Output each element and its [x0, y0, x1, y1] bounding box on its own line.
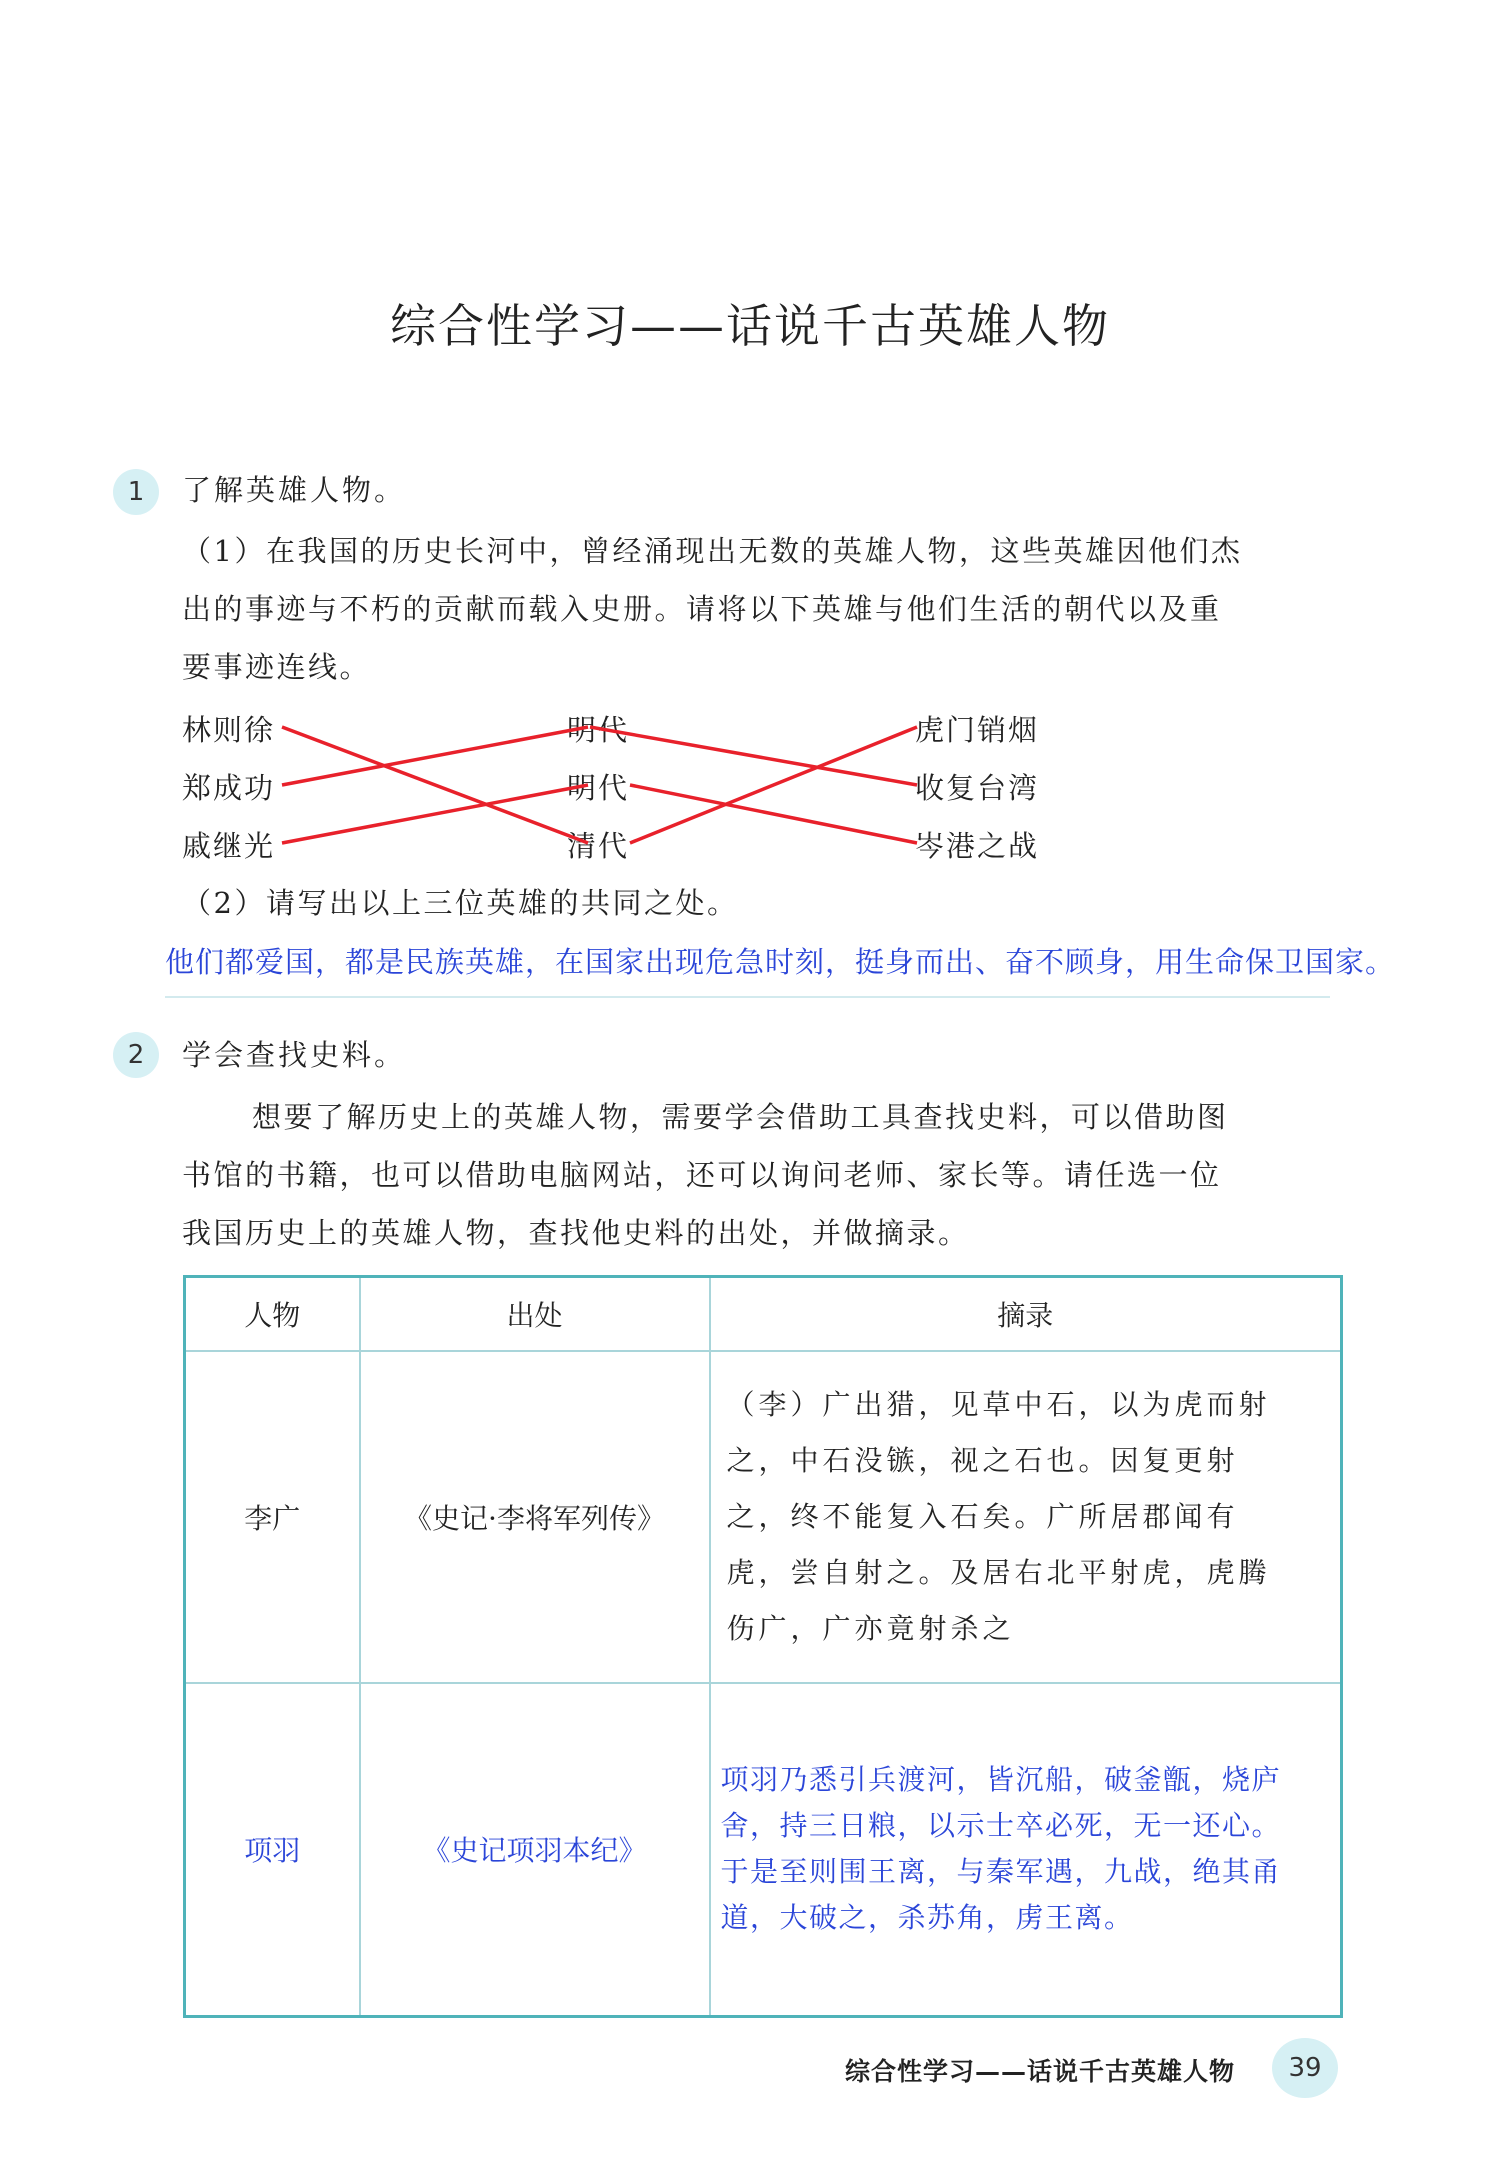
- match-line: [282, 727, 588, 843]
- page-title: 综合性学习——话说千古英雄人物: [390, 299, 1110, 353]
- match-line: [590, 727, 917, 785]
- table-row: [185, 1351, 1342, 1683]
- excerpt-cell: （李）广出猎，见草中石，以为虎而射 之，中石没镞，视之石也。因复更射 之，终不能复入石矣。广所居郡闻有 虎，尝自射之。及居右北平射虎，虎腾 伤广，广亦竟射杀之: [710, 1351, 1342, 1683]
- section-2-intro: [182, 1088, 1342, 1262]
- dynasty-item: 清代: [567, 829, 630, 863]
- question-2-answer: 他们都爱国，都是民族英雄，在国家出现危急时刻，挺身而出、奋不顾身，用生命保卫国家。: [165, 945, 1396, 979]
- section-1-number: 1: [113, 469, 159, 515]
- hero-qi-jiguang: 戚继光: [182, 829, 276, 863]
- table-row: [185, 1683, 1342, 2016]
- match-line: [630, 785, 917, 843]
- excerpt-cell: 项羽乃悉引兵渡河，皆沉船，破釜甑，烧庐 舍，持三日粮，以示士卒必死，无一还心。 于是至则围王离，与秦军遇，九战，绝其甬 道，大破之，杀苏角，虏王离。: [710, 1683, 1342, 2016]
- question-1-line: 要事迹连线。: [182, 650, 372, 684]
- question-2-text: （2）请写出以上三位英雄的共同之处。: [182, 886, 739, 920]
- hero-lin-zexu: 林则徐: [182, 713, 276, 747]
- event-cengang: 岑港之战: [915, 829, 1040, 863]
- person-cell: 李广: [185, 1351, 360, 1683]
- intro-line: 想要了解历史上的英雄人物，需要学会借助工具查找史料，可以借助图: [252, 1100, 1229, 1134]
- match-line: [630, 727, 917, 843]
- header-source: 出处: [360, 1277, 710, 1352]
- intro-line: 我国历史上的英雄人物，查找他史料的出处，并做摘录。: [182, 1216, 970, 1250]
- event-taiwan: 收复台湾: [915, 771, 1040, 805]
- event-humen: 虎门销烟: [915, 713, 1040, 747]
- running-title: 综合性学习——话说千古英雄人物: [844, 2057, 1235, 2086]
- hero-zheng-chenggong: 郑成功: [182, 771, 276, 805]
- question-1-line: （1）在我国的历史长河中，曾经涌现出无数的英雄人物，这些英雄因他们杰: [182, 534, 1243, 568]
- match-line: [282, 727, 588, 785]
- question-1-line: 出的事迹与不朽的贡献而载入史册。请将以下英雄与他们生活的朝代以及重: [182, 592, 1222, 626]
- section-2-heading: 学会查找史料。: [182, 1038, 407, 1072]
- person-cell: 项羽: [185, 1683, 360, 2016]
- match-line: [282, 785, 588, 843]
- header-person: 人物: [185, 1277, 360, 1352]
- header-excerpt: 摘录: [710, 1277, 1342, 1352]
- source-table: [183, 1275, 1343, 2018]
- page-number: 39: [1272, 2038, 1338, 2098]
- section-2-number: 2: [113, 1032, 159, 1078]
- section-1-heading: 了解英雄人物。: [182, 473, 407, 507]
- source-cell: 《史记项羽本纪》: [360, 1683, 710, 2016]
- dynasty-item: 明代: [567, 771, 630, 805]
- answer-underline: [165, 996, 1330, 998]
- dynasty-item: 明代: [567, 713, 630, 747]
- source-cell: 《史记·李将军列传》: [360, 1351, 710, 1683]
- intro-line: 书馆的书籍，也可以借助电脑网站，还可以询问老师、家长等。请任选一位: [182, 1158, 1222, 1192]
